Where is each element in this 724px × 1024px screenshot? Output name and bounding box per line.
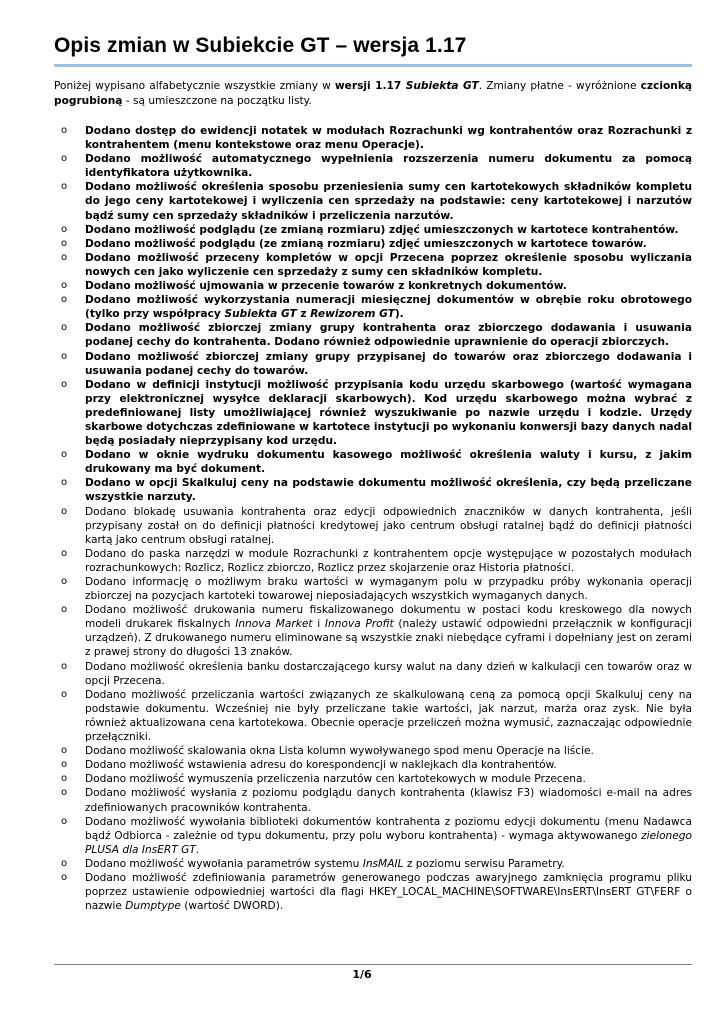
list-item-text bbox=[85, 449, 692, 475]
text-segment: Dodano możliwość wymuszenia przeliczenia narzutów cen kartotekowych w module Przecena. bbox=[85, 773, 586, 786]
text-segment: Dodano możliwość podglądu (ze zmianą rozmiaru) zdjęć umieszczonych w kartotece towarów. bbox=[85, 237, 647, 250]
list-item bbox=[54, 547, 692, 575]
intro-bold-note: czcionką pogrubioną bbox=[54, 80, 693, 107]
list-item-text bbox=[85, 280, 567, 292]
list-item bbox=[54, 237, 692, 251]
page-title: Opis zmian w Subiekcie GT – wersja 1.17 bbox=[54, 34, 467, 57]
emphasis-text: Subiekta GT bbox=[224, 308, 297, 321]
title-underline bbox=[54, 64, 692, 67]
bullet-icon: o bbox=[61, 660, 68, 672]
text-segment: Dodano do paska narzędzi w module Rozrachunki z kontrahentem opcje występujące w pozostałych modułach rozrachunkowych: Rozlicz, Rozlicz zbiorczo, Rozlicz przez skojarzenie oraz Historia płatności. bbox=[85, 547, 692, 574]
emphasis-text: Rewizorem GT bbox=[310, 308, 395, 321]
bullet-icon: o bbox=[61, 378, 68, 390]
list-item-text bbox=[85, 238, 647, 250]
list-item-text bbox=[85, 872, 692, 912]
emphasis-text: Innova Market bbox=[235, 618, 313, 631]
bullet-icon: o bbox=[61, 745, 68, 757]
list-item-text bbox=[85, 477, 692, 503]
emphasis-text: Innova Profit bbox=[324, 618, 394, 631]
emphasis-text: Dumptype bbox=[125, 900, 181, 913]
text-segment: Dodano możliwość przeliczania wartości związanych ze skalkulowaną ceną za pomocą opcji Skalkuluj ceny na podstawie dokumentu. Wcześniej nie były przeliczane takie wartości, jak narzut, marża oraz zysk. Nie była również aktualizowana cena kartotekowa. Obecnie operacje przeliczeń można wymusić, zaznaczając odpowiednie przełączniki. bbox=[85, 688, 692, 744]
text-segment: Dodano możliwość określenia banku dostarczającego kursy walut na dany dzień w kalkulacji cen towarów oraz w opcji Przecena. bbox=[85, 660, 692, 687]
list-item bbox=[54, 448, 692, 476]
list-item-text bbox=[85, 506, 692, 546]
list-item bbox=[54, 871, 692, 913]
text-segment: Dodano w oknie wydruku dokumentu kasowego możliwość określenia waluty i kursu, z jakim drukowany ma być dokument. bbox=[85, 449, 692, 476]
text-segment: Dodano możliwość ujmowania w przecenie towarów z konkretnych dokumentów. bbox=[85, 280, 567, 293]
bullet-icon: o bbox=[61, 688, 68, 700]
list-item-text bbox=[85, 322, 692, 348]
list-item bbox=[54, 321, 692, 349]
text-segment: Dodano w opcji Skalkuluj ceny na podstawie dokumentu możliwość określenia, czy będą przeliczane wszystkie narzuty. bbox=[85, 477, 692, 504]
list-item bbox=[54, 772, 692, 786]
text-segment: (wartość DWORD). bbox=[180, 900, 284, 913]
text-segment: Dodano możliwość skalowania okna Lista kolumn wywoływanego spod menu Operacje na liście. bbox=[85, 745, 594, 758]
bullet-icon: o bbox=[61, 871, 68, 883]
text-segment: Dodano w definicji instytucji możliwość przypisania kodu urzędu skarbowego (wartość wymagana przy elektronicznej wysyłce deklaracji skarbowych). Kod urzędu skarbowego można wybrać z predefiniowanej listy umożliwiającej również wyszukiwanie po nazwie urzędu i kodzie. Urzędy skarbowe dotychczas zdefiniowane w kartotece instytucji po wykonaniu konwersji bazy danych nadal będą posiadały nieprzypisany kod urzędu. bbox=[85, 378, 692, 448]
bullet-icon: o bbox=[61, 773, 68, 785]
list-item-text bbox=[85, 181, 692, 221]
list-item bbox=[54, 815, 692, 857]
emphasis-text: zielonego PLUSA dla InsERT GT bbox=[85, 829, 692, 856]
text-segment: ). bbox=[394, 308, 404, 321]
text-segment: Dodano dostęp do ewidencji notatek w modułach Rozrachunki wg kontrahentów oraz Rozrachunki z kontrahentem (menu kontekstowe oraz menu Operacje). bbox=[85, 125, 692, 152]
text-segment: Dodano możliwość automatycznego wypełnienia rozszerzenia numeru dokumentu za pomocą identyfikatora użytkownika. bbox=[85, 153, 692, 180]
text-segment: z poziomu serwisu Parametry. bbox=[403, 857, 565, 870]
bullet-icon: o bbox=[61, 505, 68, 517]
bullet-icon: o bbox=[61, 322, 68, 334]
text-segment: Dodano informację o możliwym braku wartości w wymaganym polu w przypadku próby wykonania operacji zbiorczej na pozycjach kartoteki towarowej nieposiadających wszystkich wymaganych danych. bbox=[85, 576, 692, 603]
list-item-text bbox=[85, 252, 692, 278]
list-item-text bbox=[85, 125, 692, 151]
list-item-text bbox=[85, 787, 692, 813]
text-segment: Dodano możliwość zdefiniowania parametrów generowanego podczas awaryjnego zamknięcia programu pliku poprzez ustawienie odpowiedniej wartości dla flagi HKEY_LOCAL_MACHINE\SOFTWARE\InsERT\InsERT GT\FERF o nazwie bbox=[85, 871, 692, 913]
intro-text: . Zmiany płatne - wyróżnione bbox=[478, 80, 641, 92]
bullet-icon: o bbox=[61, 857, 68, 869]
bullet-icon: o bbox=[61, 153, 68, 165]
list-item bbox=[54, 180, 692, 222]
list-item bbox=[54, 660, 692, 688]
list-item bbox=[54, 251, 692, 279]
list-item bbox=[54, 505, 692, 547]
list-item bbox=[54, 293, 692, 321]
list-item bbox=[54, 758, 692, 772]
list-item bbox=[54, 152, 692, 180]
bullet-icon: o bbox=[61, 280, 68, 292]
list-item bbox=[54, 350, 692, 378]
bullet-icon: o bbox=[61, 294, 68, 306]
list-item bbox=[54, 223, 692, 237]
list-item-text bbox=[85, 858, 565, 870]
list-item-text bbox=[85, 816, 692, 856]
bullet-icon: o bbox=[61, 759, 68, 771]
intro-product: Subiekta GT bbox=[405, 80, 479, 92]
list-item bbox=[54, 857, 692, 871]
list-item-text bbox=[85, 294, 692, 320]
text-segment: Dodano możliwość wstawienia adresu do korespondencji w naklejkach dla kontrahentów. bbox=[85, 759, 557, 772]
bullet-icon: o bbox=[61, 449, 68, 461]
bullet-icon: o bbox=[61, 815, 68, 827]
bullet-icon: o bbox=[61, 547, 68, 559]
list-item bbox=[54, 279, 692, 293]
text-segment: Dodano możliwość wykorzystania numeracji miesięcznej dokumentów w obrębie roku obrotowego (tylko przy współpracy bbox=[85, 294, 692, 321]
list-item-text bbox=[85, 745, 594, 757]
list-item bbox=[54, 603, 692, 659]
text-segment: Dodano możliwość przeceny kompletów w opcji Przecena poprzez określenie sposobu wyliczania nowych cen jako wyliczenie cen sprzedaży z sumy cen składników kompletu. bbox=[85, 251, 692, 278]
list-item-text bbox=[85, 759, 557, 771]
list-item-text bbox=[85, 351, 692, 377]
bullet-icon: o bbox=[61, 251, 68, 263]
list-item-text bbox=[85, 773, 586, 785]
text-segment: Dodano możliwość zbiorczej zmiany grupy przypisanej do towarów oraz zbiorczego dodawania i usuwania podanej cechy do towarów. bbox=[85, 350, 692, 377]
text-segment: Dodano możliwość zbiorczej zmiany grupy kontrahenta oraz zbiorczego dodawania i usuwania podanej cechy do kontrahenta. Dodano również odpowiednie uprawnienie do operacji zbiorczych. bbox=[85, 322, 692, 349]
text-segment: Dodano możliwość określenia sposobu przeniesienia sumy cen kartotekowych składników kompletu do jego ceny kartotekowej i wyliczenia cen sprzedaży na podstawie: ceny kartotekowej i narzutów bądź sumy cen sprzedaży składników i przeliczenia narzutów. bbox=[85, 181, 692, 222]
bullet-icon: o bbox=[61, 787, 68, 799]
bullet-icon: o bbox=[61, 181, 68, 193]
list-item-text bbox=[85, 548, 692, 574]
text-segment: Dodano możliwość wysłania z poziomu podglądu danych kontrahenta (klawisz F3) wiadomości e-mail na adres zdefiniowanych pracowników kontrahenta. bbox=[85, 787, 692, 814]
bullet-icon: o bbox=[61, 223, 68, 235]
intro-paragraph bbox=[54, 79, 692, 109]
list-item bbox=[54, 786, 692, 814]
text-segment: Dodano możliwość drukowania numeru fiskalizowanego dokumentu w postaci kodu kreskowego dla nowych modeli drukarek fiskalnych bbox=[85, 604, 692, 631]
list-item bbox=[54, 688, 692, 744]
list-item bbox=[54, 476, 692, 504]
bullet-icon: o bbox=[61, 350, 68, 362]
changes-list bbox=[54, 124, 692, 913]
bullet-icon: o bbox=[61, 604, 68, 616]
text-segment: Dodano możliwość wywołania parametrów systemu bbox=[85, 857, 363, 870]
text-segment: Dodano możliwość podglądu (ze zmianą rozmiaru) zdjęć umieszczonych w kartotece kontrahentów. bbox=[85, 223, 679, 236]
list-item-text bbox=[85, 153, 692, 179]
text-segment: z bbox=[296, 308, 311, 321]
text-segment: Dodano blokadę usuwania kontrahenta oraz edycji odpowiednich znaczników w danych kontrahenta, jeśli przypisany został on do definicji płatności kredytowej jako centrum obsługi ratalnej bądź do definicji płatności kartą jako centrum obsługi ratalnej. bbox=[85, 505, 692, 546]
bullet-icon: o bbox=[61, 576, 68, 587]
page-number: 1/6 bbox=[352, 968, 372, 981]
list-item-text bbox=[85, 224, 679, 236]
list-item bbox=[54, 124, 692, 152]
list-item bbox=[54, 378, 692, 448]
intro-text: - są umieszczone na początku listy. bbox=[122, 95, 312, 107]
list-item bbox=[54, 744, 692, 758]
list-item-text bbox=[85, 661, 692, 687]
list-item-text bbox=[85, 689, 692, 743]
bullet-icon: o bbox=[61, 237, 68, 249]
intro-text: Poniżej wypisano alfabetycznie wszystkie zmiany w bbox=[54, 80, 335, 92]
emphasis-text: InsMAIL bbox=[362, 857, 404, 870]
list-item-text bbox=[85, 379, 692, 447]
list-item bbox=[54, 575, 692, 603]
bullet-icon: o bbox=[61, 477, 68, 489]
footer-rule bbox=[54, 964, 692, 965]
list-item-text bbox=[85, 576, 692, 602]
text-segment: Dodano możliwość wywołania biblioteki dokumentów kontrahenta z poziomu edycji dokumentu (menu Nadawca bądź Odbiorca - zależnie od typu dokumentu, przy polu wyboru kontrahenta) - wymaga aktywowanego bbox=[85, 815, 692, 842]
text-segment: (należy ustawić odpowiedni przełącznik w konfiguracji urządzeń). Z drukowanego numeru eliminowane są wszystkie znaki niebędące cyframi i dopełniany jest on zerami z prawej strony do długości 13 znaków. bbox=[85, 618, 692, 659]
list-item-text bbox=[85, 604, 692, 658]
text-segment: i bbox=[312, 618, 325, 631]
bullet-icon: o bbox=[61, 125, 68, 136]
intro-version: wersji 1.17 bbox=[334, 80, 406, 92]
text-segment: . bbox=[195, 843, 200, 856]
